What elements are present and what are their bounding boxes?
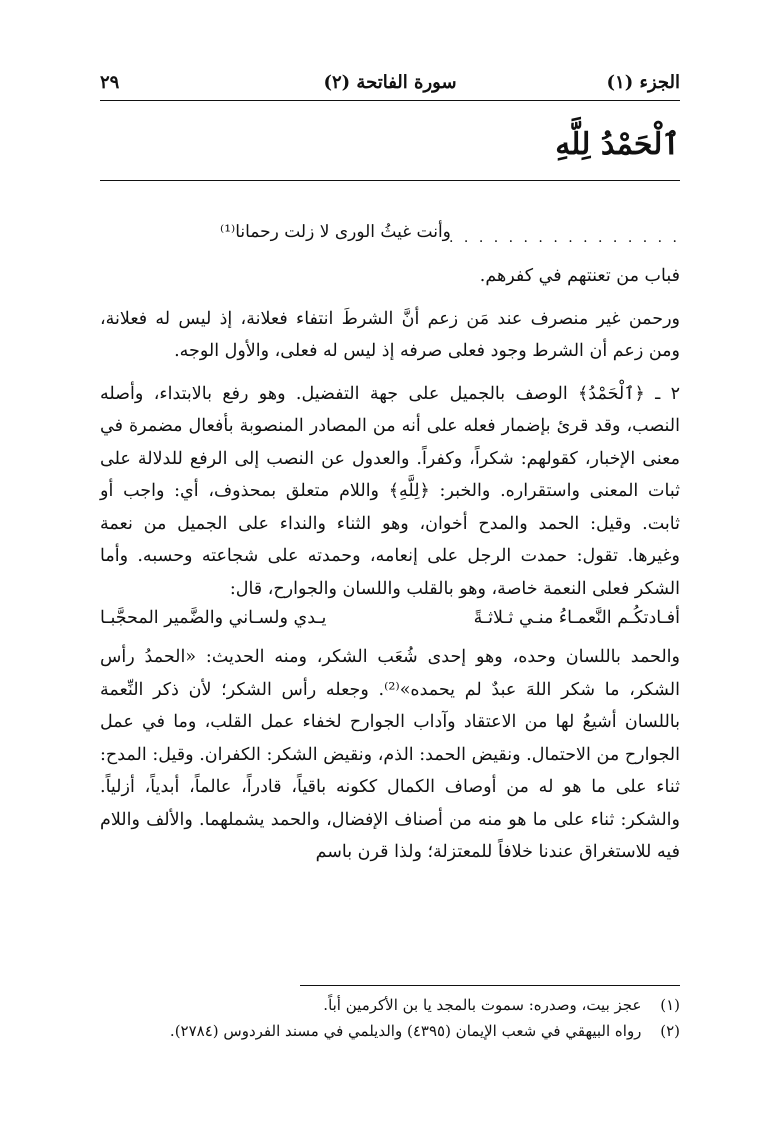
- verse-second-half: وأنت غيثُ الورى لا زلت رحمانا⁽¹⁾: [220, 222, 451, 242]
- main-text: [100, 218, 680, 869]
- footnote-divider: [300, 985, 680, 986]
- footnote-text: عجز بيت، وصدره: سموت بالمجد يا بن الأكرمين أباً.: [323, 996, 642, 1014]
- verse-omitted-half: . . . . . . . . . . . . . . . .: [449, 230, 680, 246]
- paragraph: ٢ ـ ﴿ٱلْحَمْدُ﴾ الوصف بالجميل على جهة التفضيل. وهو رفع بالابتداء، وأصله النصب، وقد قرئ بإضمار فعله على أنه من المصادر المنصوبة بأفعال مضمرة في معنى الإخبار، كقولهم: شكراً، وكفراً. والعدول عن النصب إلى الرفع للدلالة على ثبات المعنى واستقراره. والخبر: ﴿لِلَّهِ﴾ واللام متعلق بمحذوف، أي: واجب أو ثابت. وقيل: الحمد والمدح أخوان، وهو الثناء والنداء على الجميل من نعمة وغيرها. تقول: حمدت الرجل على إنعامه، وحمدته على شجاعته وحسبه. وأما الشكر فعلى النعمة خاصة، وهو بالقلب واللسان والجوارح، قال:: [100, 383, 680, 599]
- title-divider: [100, 180, 680, 181]
- paragraph: ورحمن غير منصرف عند مَن زعم أنَّ الشرطَ انتفاء فعلانة، إذ ليس له فعلانة، ومن زعم أن الشرط وجود فعلى صرفه إذ ليس له فعلى، والأول الوجه.: [100, 308, 680, 361]
- surah-label: سورة الفاتحة (٢): [323, 72, 457, 93]
- footnote-number: (١): [660, 996, 680, 1014]
- poem-second-half: يـدي ولسـاني والضَّمير المحجَّبـا: [100, 608, 327, 628]
- footnote: [100, 992, 680, 1018]
- page-number: ٢٩: [100, 72, 120, 93]
- paragraph: والحمد باللسان وحده، وهو إحدى شُعَب الشكر، ومنه الحديث: «الحمدُ رأس الشكر، ما شكر اللهَ عبدٌ لم يحمده»⁽²⁾. وجعله رأس الشكر؛ لأن ذكر النِّعمة باللسان أشيعُ لها من الاعتقاد وآداب الجوارح لخفاء عمل القلب، وما في عمل الجوارح من الاحتمال. ونقيض الحمد: الذم، ونقيض الشكر: الكفران. وقيل: المدح: ثناء على ما هو له من أوصاف الكمال ككونه باقياً، قادراً، عالماً، أبدياً، أزلياً. والشكر: ثناء على ما هو منه من أصناف الإفضال، والحمد يشملهما. والألف واللام فيه للاستغراق عندنا خلافاً للمعتزلة؛ ولذا قرن باسم: [100, 647, 680, 862]
- running-header: [100, 70, 680, 101]
- poem-line: [100, 605, 680, 641]
- footnotes: [100, 992, 680, 1044]
- part-label: الجزء (١): [606, 72, 680, 93]
- verse-line: [100, 218, 680, 250]
- poem-first-half: أفـادتكُـم النَّعمـاءُ منـي ثـلاثـةً: [473, 608, 680, 628]
- footnote-text: رواه البيهقي في شعب الإيمان (٤٣٩٥) والديلمي في مسند الفردوس (٢٧٨٤).: [169, 1022, 642, 1040]
- footnote: [100, 1018, 680, 1044]
- footnote-number: (٢): [660, 1022, 680, 1040]
- section-title: ٱلْحَمْدُ لِلَّهِ: [555, 127, 680, 162]
- paragraph: فباب من تعنتهم في كفرهم.: [479, 266, 680, 286]
